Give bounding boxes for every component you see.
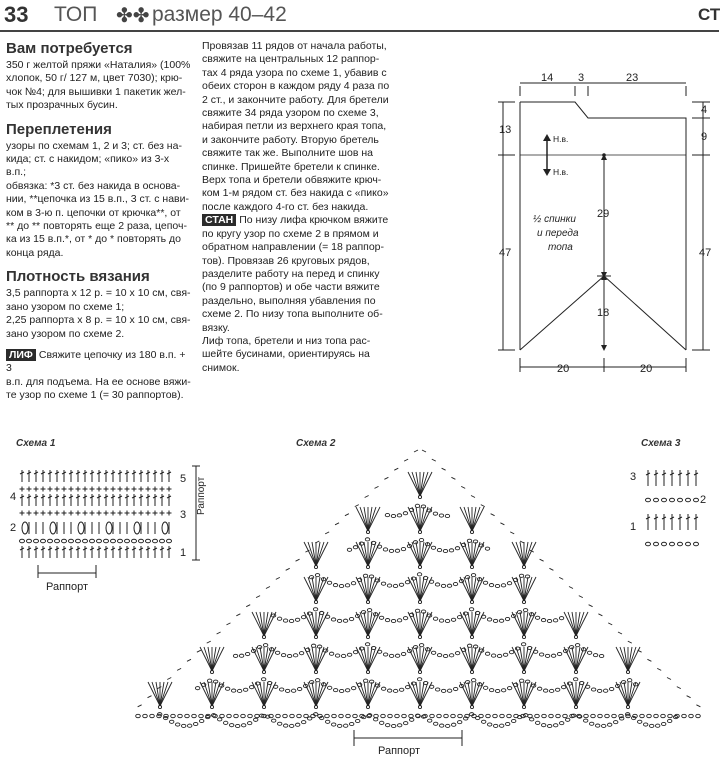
pattern-note: и переда <box>537 228 579 239</box>
weaves-line: нии, **цепочка из 15 в.п., 3 ст. с нави- <box>6 193 189 206</box>
skirt-line: обратном направлении (= 18 раппор- <box>202 241 385 254</box>
skirt-line <box>202 214 392 227</box>
row-number: 3 <box>180 509 187 521</box>
scheme-1-title: Схема 1 <box>16 438 56 449</box>
skirt-line: снимок. <box>202 361 240 374</box>
dim-20-left: 20 <box>557 363 570 375</box>
skirt-line: (по 9 раппортов) и обе части вяжите <box>202 281 380 294</box>
rapport-label-2: Раппорт <box>378 745 421 757</box>
instruction-line: набирая петли из верхнего края топа, <box>202 120 387 133</box>
weaves-line: обвязка: *3 ст. без накида в основа- <box>6 179 181 192</box>
skirt-line: Лиф топа, бретели и низ топа рас- <box>202 334 371 347</box>
skirt-line: тов). Провязав 26 круговых рядов, <box>202 254 370 267</box>
weaves-line: кида; ст. с накидом; «пико» из 3-х в.п.; <box>6 153 170 179</box>
instruction-line: ком 1-м рядом ст. без накида с «пико» <box>202 187 389 200</box>
row-number: 2 <box>10 522 17 534</box>
page-header <box>0 0 719 32</box>
materials-line: хлопок, 50 г/ 127 м, цвет 7030); крю- <box>6 72 183 85</box>
dim-18: 18 <box>597 307 610 319</box>
dim-3: 3 <box>578 72 585 84</box>
weaves-line: конца ряда. <box>6 246 64 259</box>
row-number: 1 <box>180 547 187 559</box>
skirt-line: схеме 2. По низу топа выполните об- <box>202 308 383 321</box>
scheme-2-chart <box>120 445 710 762</box>
instruction-line: Провязав 11 рядов от начала работы, <box>202 40 387 52</box>
weaves-line: ка из 15 в.п.*, от * до * повторять до <box>6 233 181 246</box>
dim-47-left: 47 <box>499 247 512 259</box>
page-number: 33 <box>4 2 29 27</box>
category-title: ТОП <box>54 3 98 26</box>
middle-text-column <box>202 40 392 375</box>
dim-14: 14 <box>541 72 554 84</box>
bodice-line <box>6 349 192 376</box>
skirt-text: По низу лифа крючком вяжите <box>239 214 389 227</box>
row-number: 3 <box>630 471 637 483</box>
instruction-line: тах 4 ряда узора по схеме 1, убавив с <box>202 66 387 79</box>
instruction-line: 2 ст., и закончите работу. Для бретели <box>202 93 389 106</box>
scheme-2-title: Схема 2 <box>296 438 336 449</box>
dim-4: 4 <box>701 104 708 116</box>
weaves-line: ** до ** повторять еще 2 раза, цепоч- <box>6 220 187 233</box>
corner-text: СТ <box>698 5 720 24</box>
pattern-note: ½ спинки <box>533 214 576 225</box>
dim-29: 29 <box>597 208 610 220</box>
weaves-line: ком в 3-ю п. цепочки от крючка**, от <box>6 206 181 219</box>
skirt-line: по кругу узор по схеме 2 в прямом и <box>202 227 379 240</box>
instruction-line: обеих сторон в каждом ряду 4 раза по <box>202 80 390 93</box>
pattern-note: топа <box>548 242 573 253</box>
rapport-label-1-vertical: Раппорт <box>196 476 207 515</box>
instruction-line: Верх топа и бретели обвяжите крюч- <box>202 174 382 187</box>
instruction-line: и закончите работу. Вторую бретель <box>202 133 379 146</box>
materials-title: Вам потребуется <box>6 40 133 57</box>
dim-23: 23 <box>626 72 639 84</box>
skirt-line: шейте бусинами, ориентируясь на <box>202 348 370 361</box>
materials-line: 350 г желтой пряжи «Наталия» (100% <box>6 59 191 71</box>
weaves-line: узоры по схемам 1, 2 и 3; ст. без на- <box>6 139 182 152</box>
hv-label: Н.в. <box>553 167 569 177</box>
left-text-column <box>6 40 192 403</box>
size-label: размер 40–42 <box>152 3 287 26</box>
dim-20-right: 20 <box>640 363 653 375</box>
bodice-line: те узор по схеме 1 (= 30 раппортов). <box>6 389 184 402</box>
instruction-line: свяжите так же. Выполните шов на <box>202 147 373 160</box>
bodice-tag: ЛИФ <box>6 349 36 361</box>
dim-13: 13 <box>499 124 512 136</box>
skirt-line: вязку. <box>202 321 230 334</box>
materials-line: тых прозрачных бусин. <box>6 99 118 112</box>
ornament-icon: ✤✤ <box>116 5 150 27</box>
bodice-text: Свяжите цепочку из 180 в.п. + 3 <box>6 348 186 375</box>
bodice-line: в.п. для подъема. На ее основе вяжи- <box>6 375 191 388</box>
row-number: 1 <box>630 521 637 533</box>
density-line: 3,5 раппорта х 12 р. = 10 х 10 см, свя- <box>6 287 191 300</box>
dim-9: 9 <box>701 131 708 143</box>
skirt-line: разделите работу на перед и спинку <box>202 267 380 280</box>
row-number: 5 <box>180 473 187 485</box>
density-line: зано узором по схеме 2. <box>6 327 125 340</box>
scheme-3-title: Схема 3 <box>641 438 681 449</box>
rapport-label-1: Раппорт <box>46 581 89 593</box>
density-title: Плотность вязания <box>6 268 150 286</box>
instruction-line: спинке. Пришейте бретели к спинке. <box>202 160 380 173</box>
skirt-tag: СТАН <box>202 214 236 226</box>
skirt-line: раздельно, выполняя убавления по <box>202 294 376 307</box>
density-line: 2,25 раппорта х 8 р. = 10 х 10 см, свя- <box>6 314 191 327</box>
instruction-line: свяжите 34 ряда узором по схеме 3, <box>202 107 379 120</box>
dim-47-right: 47 <box>699 247 712 259</box>
instruction-line: свяжите на центральных 12 раппор- <box>202 53 380 66</box>
row-number: 2 <box>700 494 707 506</box>
pattern-diagram <box>490 70 719 380</box>
instruction-line: после каждого 4-го ст. без накида. <box>202 200 369 213</box>
row-number: 4 <box>10 491 17 503</box>
weaves-title: Переплетения <box>6 120 112 138</box>
density-line: зано узором по схеме 1; <box>6 300 125 313</box>
materials-line: чок №4; для вышивки 1 пакетик жел- <box>6 85 186 98</box>
hv-label: Н.в. <box>553 134 569 144</box>
